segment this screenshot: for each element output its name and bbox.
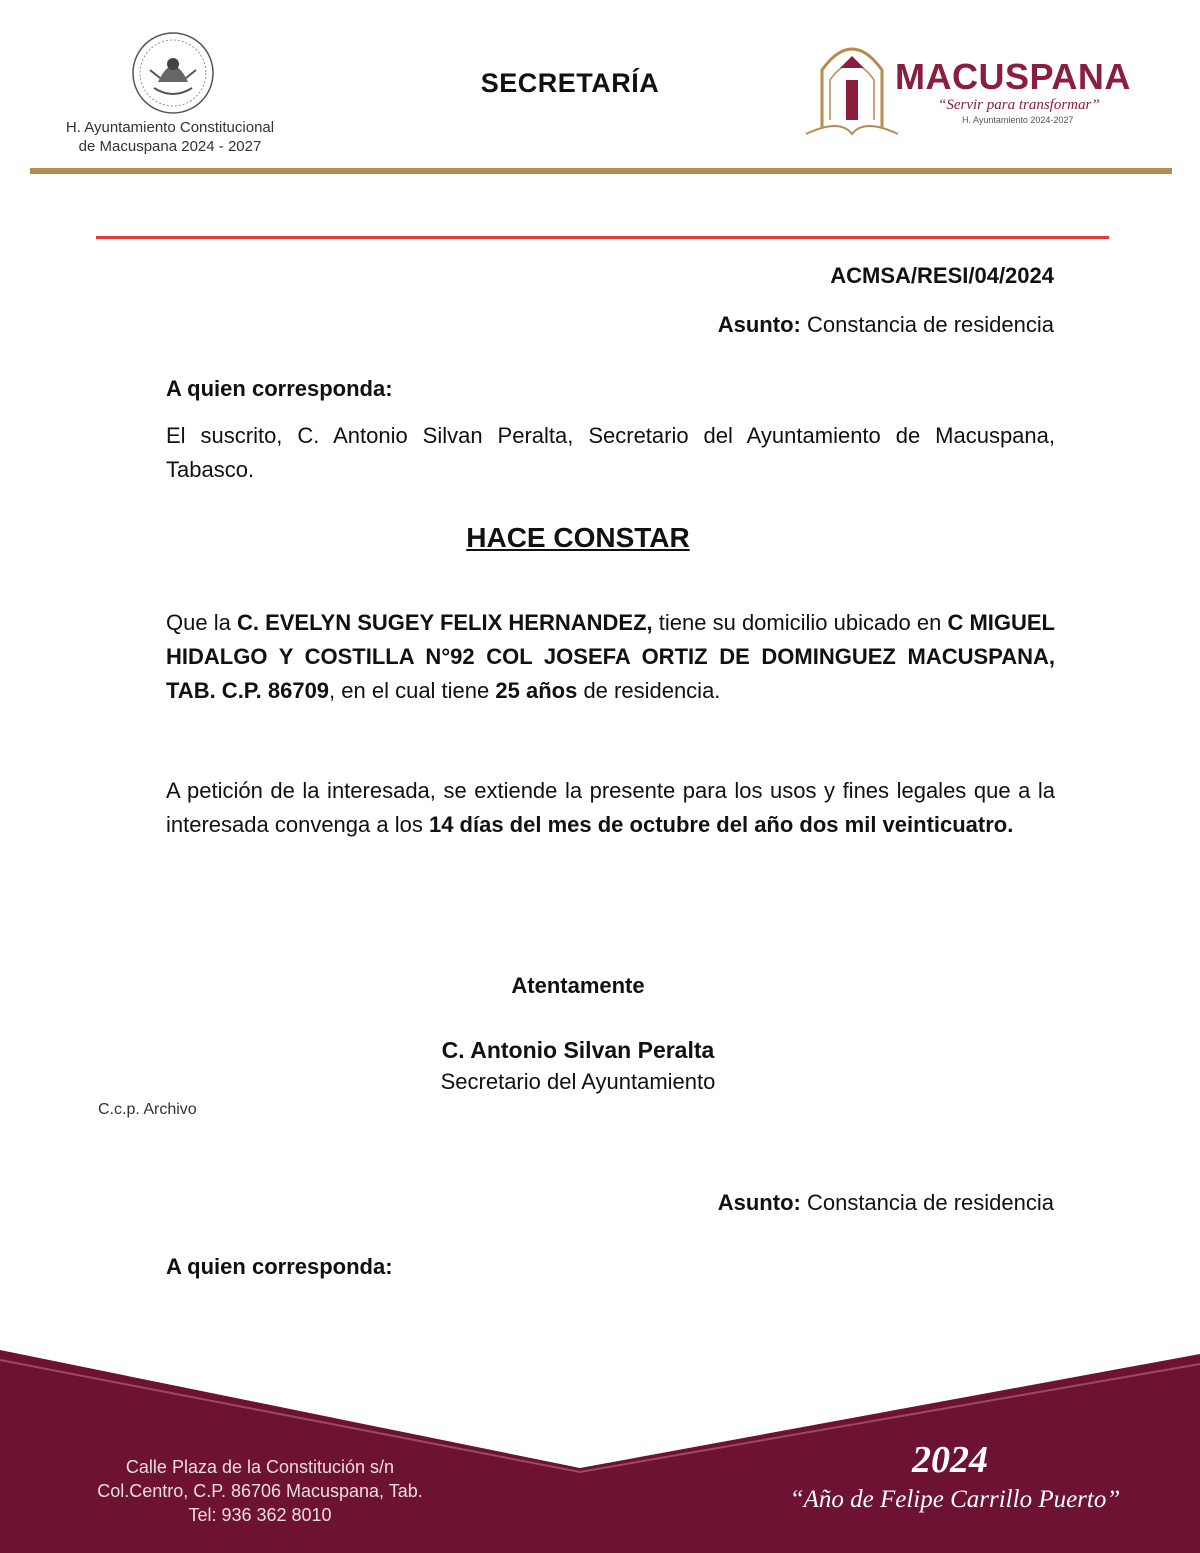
issuance-paragraph	[166, 774, 1055, 842]
text-span: A petición de la interesada, se extiende la presente para los usos y fines legales que a la interesada convenga a los	[166, 778, 1055, 837]
document-heading: HACE CONSTAR	[466, 522, 690, 553]
brand-admin-period: H. Ayuntamiento 2024-2027	[962, 115, 1074, 125]
footer-year: 2024	[912, 1439, 988, 1481]
text-span: , en el cual tiene	[329, 678, 496, 703]
header-divider	[30, 168, 1172, 174]
statement-paragraph	[166, 606, 1055, 708]
footer-address-line2: Col.Centro, C.P. 86706 Macuspana, Tab.	[97, 1481, 423, 1501]
footer-phone: Tel: 936 362 8010	[188, 1505, 332, 1525]
subject-label: Asunto:	[717, 1190, 801, 1215]
greeting-repeat: A quien corresponda:	[166, 1254, 393, 1279]
text-span: Que la	[166, 610, 237, 635]
resident-address: C MIGUEL HIDALGO Y COSTILLA N°92 COL JOSEFA ORTIZ DE DOMINGUEZ MACUSPANA, TAB. C.P. 86709	[166, 610, 1055, 703]
brand-slogan: “Servir para transformar”	[938, 97, 1100, 113]
council-name-line1: H. Ayuntamiento Constitucional	[65, 119, 275, 136]
subject-value: Constancia de residencia	[800, 312, 1054, 337]
signer-role: Secretario del Ayuntamiento	[440, 1069, 716, 1094]
subject-value: Constancia de residencia	[800, 1190, 1054, 1215]
council-name-line2: de Macuspana 2024 - 2027	[78, 138, 262, 155]
copy-note: C.c.p. Archivo	[98, 1101, 197, 1118]
footer-address-line1: Calle Plaza de la Constitución s/n	[125, 1457, 395, 1477]
subject-line-repeat	[718, 1190, 1054, 1216]
issue-date: 14 días del mes de octubre del año dos mil veinticuatro.	[428, 812, 1014, 837]
footer-motto: “Año de Felipe Carrillo Puerto”	[789, 1486, 1121, 1513]
mexico-coat-of-arms-seal	[130, 30, 216, 116]
greeting: A quien corresponda:	[166, 376, 393, 401]
brand-name: MACUSPANA	[895, 56, 1131, 97]
reference-number: ACMSA/RESI/04/2024	[830, 263, 1054, 288]
residence-years: 25 años	[495, 678, 578, 703]
subject-label: Asunto:	[717, 312, 801, 337]
content-divider	[96, 236, 1109, 239]
signer-name: C. Antonio Silvan Peralta	[441, 1037, 715, 1063]
intro-paragraph: El suscrito, C. Antonio Silvan Peralta, Secretario del Ayuntamiento de Macuspana, Tabasco.	[166, 423, 1055, 482]
resident-name: C. EVELYN SUGEY FELIX HERNANDEZ,	[236, 610, 653, 635]
macuspana-emblem-logo	[800, 30, 904, 138]
text-span: tiene su domicilio ubicado en	[652, 610, 948, 635]
subject-line	[718, 312, 1054, 338]
closing: Atentamente	[511, 973, 645, 998]
page-title: SECRETARÍA	[480, 68, 660, 98]
text-span: de residencia.	[577, 678, 721, 703]
